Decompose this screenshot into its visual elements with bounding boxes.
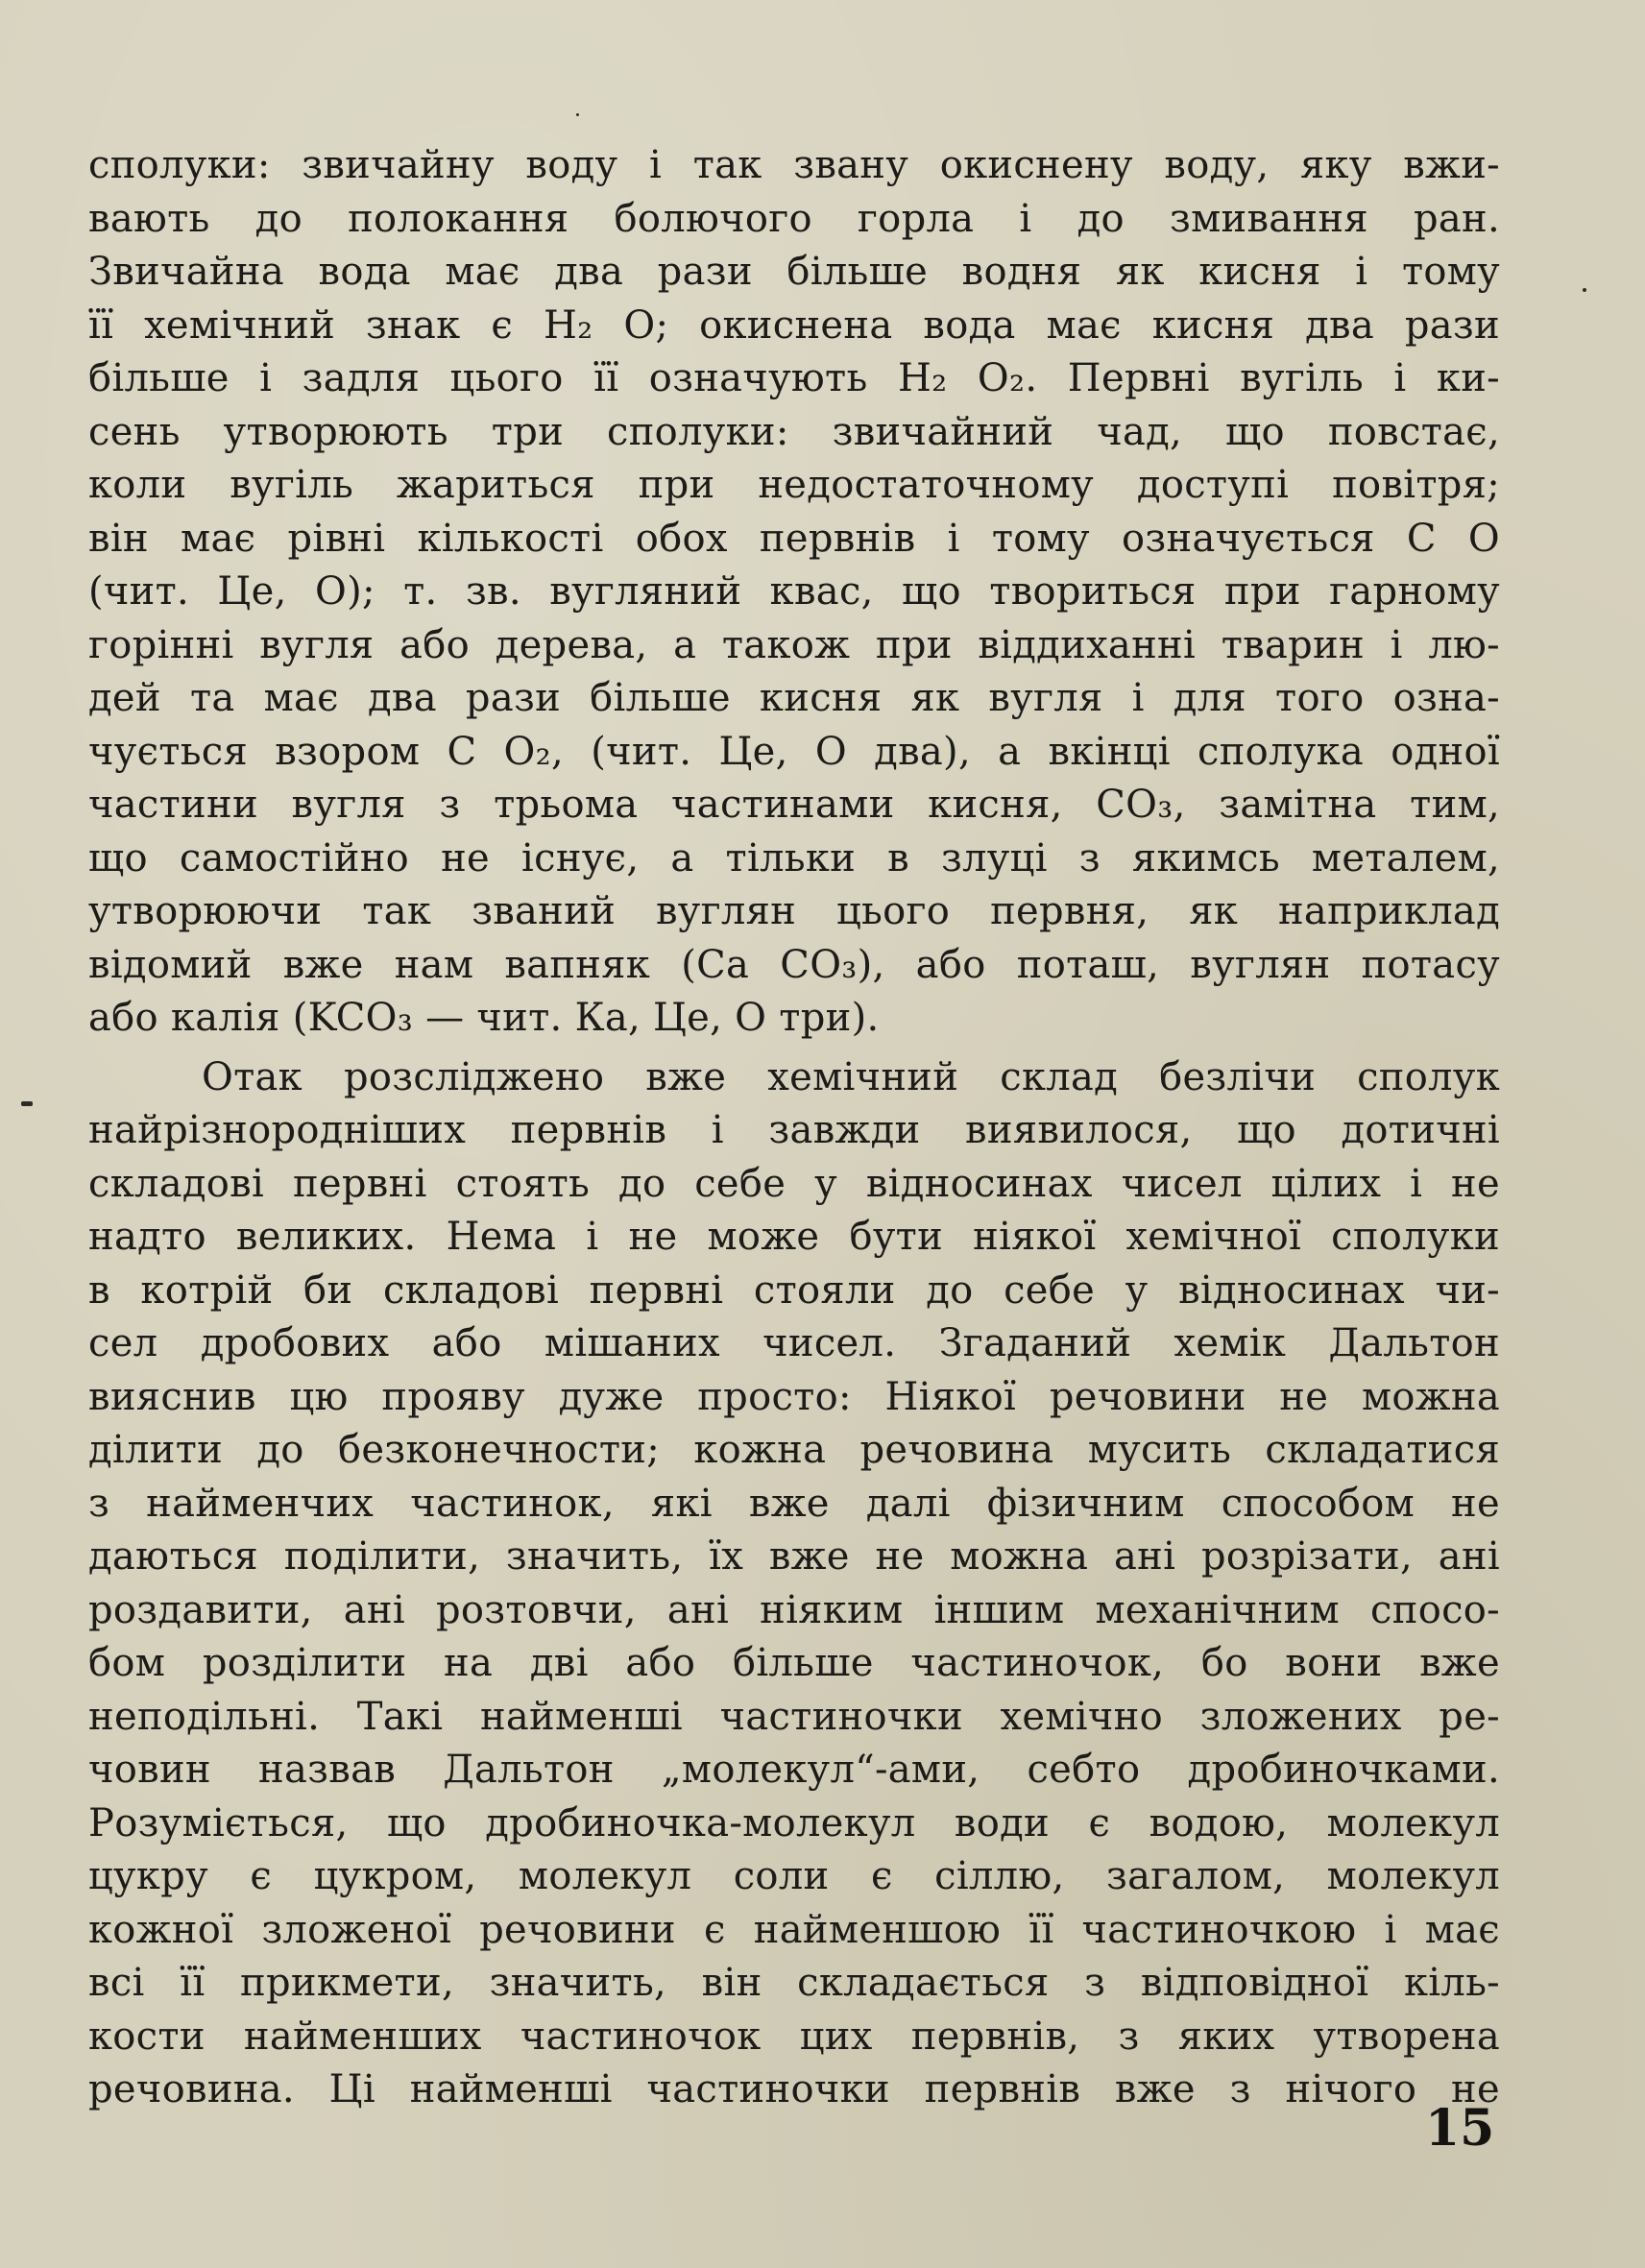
text-line: надто великих. Нема і не може бути ніякої хемічної сполуки (88, 1215, 1500, 1259)
text-line: він має рівні кількості обох первнів і тому означується C O (88, 516, 1500, 561)
text-line: цукру є цукром, молекул соли є сіллю, загалом, молекул (88, 1854, 1500, 1898)
text-line: вияснив цю прояву дуже просто: Ніякої речовини не можна (88, 1374, 1500, 1419)
paragraph-2 (88, 1051, 1500, 2117)
text-line: ділити до безконечности; кожна речовина мусить складатися (88, 1428, 1500, 1472)
text-line: більше і задля цього її означують H₂ O₂. Первні вугіль і ки- (88, 356, 1500, 400)
text-line: даються поділити, значить, їх вже не можна ані розрізати, ані (88, 1534, 1500, 1579)
text-line: кости найменших частиночок цих первнів, з яких утворена (88, 2014, 1500, 2059)
text-line: всі її прикмети, значить, він складається з відповідної кіль- (88, 1961, 1500, 2005)
text-line: бом розділити на дві або більше частиночок, бо вони вже (88, 1641, 1500, 1685)
text-line: або калія (KCO₃ — чит. Ка, Це, О три). (88, 996, 880, 1040)
text-line: кожної зложеної речовини є найменшою її частиночкою і має (88, 1907, 1500, 1952)
text-line: роздавити, ані розтовчи, ані ніяким іншим механічним спосо- (88, 1587, 1500, 1632)
text-line: горінні вугля або дерева, а також при віддиханні тварин і лю- (88, 622, 1500, 667)
ink-speck (576, 113, 579, 116)
text-line: (чит. Це, О); т. зв. вугляний квас, що твориться при гарному (88, 569, 1500, 614)
text-line: дей та має два рази більше кисня як вугля і для того озна- (88, 676, 1500, 720)
text-line: в котрій би складові первні стояли до себе у відносинах чи- (88, 1267, 1500, 1313)
text-line: вають до полокання болючого горла і до змивання ран. (88, 196, 1500, 241)
text-line: сполуки: звичайну воду і так звану окиснену воду, яку вжи- (88, 143, 1500, 187)
text-line: Розуміється, що дробиночка-молекул води є водою, молекул (88, 1800, 1500, 1846)
ink-speck (1583, 288, 1586, 292)
text-line: найрізнородніших первнів і завжди виявилося, що дотичні (88, 1108, 1500, 1152)
text-line: коли вугіль жариться при недостаточному доступі повітря; (88, 463, 1500, 507)
text-line: складові первні стоять до себе у відносинах чисел цілих і не (88, 1161, 1500, 1206)
text-line: з найменчих частинок, які вже далі фізичним способом не (88, 1481, 1500, 1526)
body-text (88, 139, 1500, 2117)
text-line: частини вугля з трьома частинами кисня, CO₃, замітна тим, (88, 783, 1500, 827)
text-line: утворюючи так званий вуглян цього первня, як наприклад (88, 889, 1500, 933)
text-line: чується взором C O₂, (чит. Це, О два), а вкінці сполука одної (88, 729, 1500, 774)
paragraph-1 (88, 139, 1500, 1046)
text-line: Отак розсліджено вже хемічний склад безлічи сполук (202, 1054, 1500, 1099)
text-line: човин назвав Дальтон „молекул“-ами, себто дробиночками. (88, 1748, 1500, 1792)
text-line: її хемічний знак є H₂ O; окиснена вода має кисня два рази (88, 302, 1500, 348)
text-line: що самостійно не існує, а тільки в злуці з якимсь металем, (88, 835, 1500, 881)
text-line: сел дробових або мішаних чисел. Згаданий хемік Дальтон (88, 1321, 1500, 1365)
text-line: сень утворюють три сполуки: звичайний чад, що повстає, (88, 409, 1500, 454)
text-line: відомий вже нам вапняк (Ca CO₃), або поташ, вуглян потасу (88, 942, 1500, 987)
ink-speck (21, 1101, 33, 1106)
text-line: неподільні. Такі найменші частиночки хемічно зложених ре- (88, 1694, 1500, 1739)
text-line: речовина. Ці найменші частиночки первнів вже з нічого не (88, 2067, 1500, 2111)
page-number: 15 (1425, 2099, 1495, 2158)
text-line: Звичайна вода має два рази більше водня як кисня і тому (88, 250, 1500, 294)
